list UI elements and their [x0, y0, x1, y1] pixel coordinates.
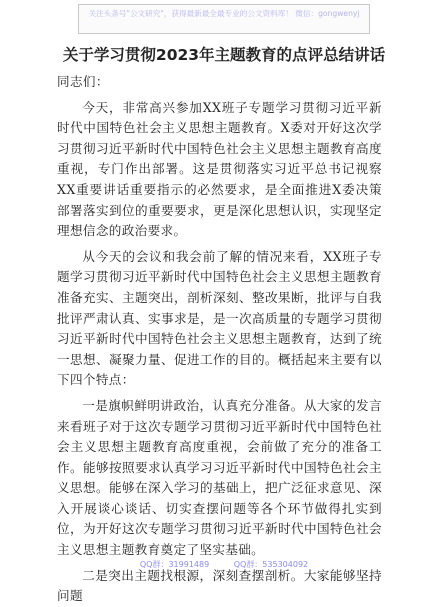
document-body — [57, 72, 382, 607]
footer-qq-group-1: QQ群：31991489 — [139, 560, 210, 569]
paragraph-3: 一是旗帜鲜明讲政治，认真充分准备。从大家的发言来看班子对于这次专题学习贯彻习近平新时代中国特色社会主义思想主题教育高度重视，会前做了充分的准备工作。能够按照要求认真学习习近平新时代中国特色社会主义思想。能够在深入学习的基础上，把广泛征求意见、深入开展谈心谈话、切实查摆问题等各个环节做得扎实到位，为开好这次专题学习贯彻习近平新时代中国特色社会主义思想主题教育奠定了坚实基础。 — [57, 397, 382, 558]
paragraph-4: 二是突出主题找根源，深刻查摆剖析。大家能够坚持问题 — [57, 567, 382, 604]
paragraph-1: 今天，非常高兴参加XX班子专题学习贯彻习近平新时代中国特色社会主义思想主题教育。X委对开好这次学习贯彻习近平新时代中国特色社会主义思想主题教育高度重视，专门作出部署。这是贯彻落实习近平总书记视察XX重要讲话重要指示的必然要求，是全面推进X委决策部署落实到位的重要要求，更是深化思想认识，实现坚定理想信念的政治要求。 — [57, 99, 382, 239]
paragraph-2: 从今天的会议和我会前了解的情况来看，XX班子专题学习贯彻习近平新时代中国特色社会主义思想主题教育准备充实、主题突出，剖析深刻、整改果断，批评与自我批评严肃认真、实事求是，是一次高质量的专题学习贯彻习近平新时代中国特色社会主义思想主题教育，达到了统一思想、凝聚力量、促进工作的目的。概括起来主要有以下四个特点： — [57, 248, 382, 388]
footer-contact — [0, 559, 448, 570]
document-title: 关于学习贯彻2023年主题教育的点评总结讲话 — [62, 46, 386, 64]
footer-qq-group-2: QQ群：535304092 — [233, 560, 309, 569]
header-banner: 关注头条号"公文研究"，获得最新最全最专业的公文资料库！ 微信：gongwenyj — [78, 4, 370, 34]
salutation: 同志们： — [57, 74, 109, 89]
